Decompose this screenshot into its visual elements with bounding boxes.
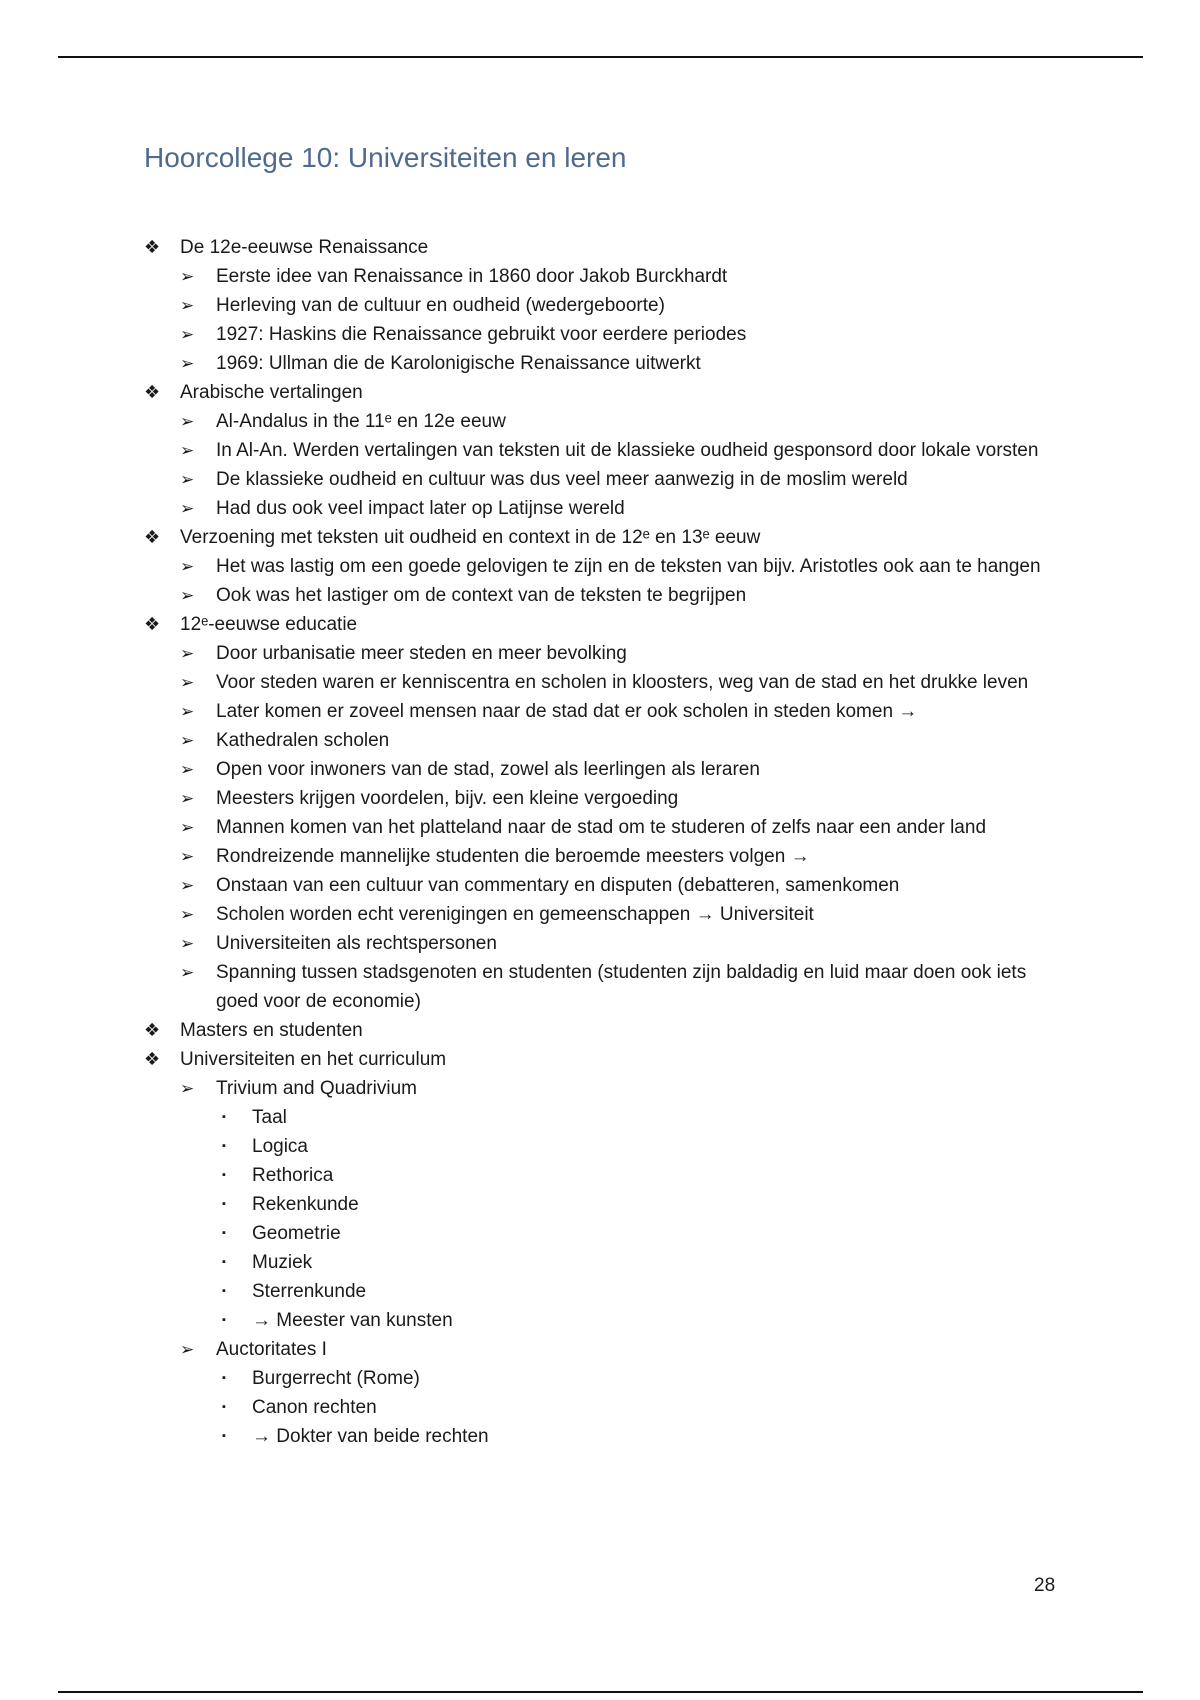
outline-item-text: Universiteiten en het curriculum — [180, 1049, 447, 1070]
outline-item-level-2 — [144, 900, 1064, 929]
outline-item-text: Arabische vertalingen — [180, 382, 363, 403]
arrowhead-bullet-icon: ➢ — [180, 760, 195, 779]
outline-item-level-2 — [144, 668, 1064, 697]
lecture-outline — [144, 233, 1064, 1451]
outline-item-level-2 — [144, 958, 1064, 1016]
outline-item-level-2 — [144, 842, 1064, 871]
outline-item-text: Masters en studenten — [180, 1020, 363, 1041]
arrowhead-bullet-icon: ➢ — [180, 412, 195, 431]
outline-item-level-3 — [144, 1277, 1064, 1306]
arrowhead-bullet-icon: ➢ — [180, 673, 195, 692]
outline-item-text: Meesters krijgen voordelen, bijv. een kleine vergoeding — [216, 788, 679, 809]
square-bullet-icon: ▪ — [222, 1227, 226, 1239]
outline-item-text: In Al-An. Werden vertalingen van teksten uit de klassieke oudheid gesponsord door lokale vorsten — [216, 440, 1039, 461]
outline-item-text: Kathedralen scholen — [216, 730, 390, 751]
outline-item-level-1 — [144, 1016, 1064, 1045]
outline-item-text: Voor steden waren er kenniscentra en scholen in kloosters, weg van de stad en het drukke leven — [216, 672, 1029, 693]
square-bullet-icon: ▪ — [222, 1285, 226, 1297]
outline-item-text: Rekenkunde — [252, 1194, 359, 1215]
outline-item-level-3 — [144, 1103, 1064, 1132]
outline-item-text: → Dokter van beide rechten — [252, 1426, 489, 1447]
arrowhead-bullet-icon: ➢ — [180, 354, 195, 373]
outline-item-text: Universiteiten als rechtspersonen — [216, 933, 497, 954]
arrowhead-bullet-icon: ➢ — [180, 586, 195, 605]
arrowhead-bullet-icon: ➢ — [180, 847, 195, 866]
outline-item-text: Rethorica — [252, 1165, 334, 1186]
outline-item-text: Had dus ook veel impact later op Latijnse wereld — [216, 498, 625, 519]
arrowhead-bullet-icon: ➢ — [180, 470, 195, 489]
arrowhead-bullet-icon: ➢ — [180, 296, 195, 315]
arrowhead-bullet-icon: ➢ — [180, 731, 195, 750]
outline-item-level-3 — [144, 1248, 1064, 1277]
arrowhead-bullet-icon: ➢ — [180, 441, 195, 460]
outline-item-level-2 — [144, 784, 1064, 813]
arrowhead-bullet-icon: ➢ — [180, 876, 195, 895]
outline-item-text: Verzoening met teksten uit oudheid en context in de 12ᵉ en 13ᵉ eeuw — [180, 527, 761, 548]
arrowhead-bullet-icon: ➢ — [180, 905, 195, 924]
arrowhead-bullet-icon: ➢ — [180, 818, 195, 837]
outline-item-level-2 — [144, 262, 1064, 291]
outline-item-text: Scholen worden echt verenigingen en gemeenschappen → Universiteit — [216, 904, 814, 925]
outline-item-text: Onstaan van een cultuur van commentary en disputen (debatteren, samenkomen — [216, 875, 900, 896]
outline-item-level-2 — [144, 1335, 1064, 1364]
outline-item-level-1 — [144, 233, 1064, 262]
outline-item-text: Burgerrecht (Rome) — [252, 1368, 420, 1389]
diamond-bullet-icon: ❖ — [144, 382, 161, 402]
arrowhead-bullet-icon: ➢ — [180, 325, 195, 344]
diamond-bullet-icon: ❖ — [144, 1020, 161, 1040]
outline-item-level-3 — [144, 1306, 1064, 1335]
outline-item-level-2 — [144, 929, 1064, 958]
square-bullet-icon: ▪ — [222, 1169, 226, 1181]
outline-item-text: Herleving van de cultuur en oudheid (wedergeboorte) — [216, 295, 665, 316]
outline-item-text: Later komen er zoveel mensen naar de stad dat er ook scholen in steden komen → — [216, 701, 918, 722]
outline-item-level-2 — [144, 1074, 1064, 1103]
outline-item-level-2 — [144, 871, 1064, 900]
outline-item-text: 12ᵉ-eeuwse educatie — [180, 614, 358, 635]
square-bullet-icon: ▪ — [222, 1372, 226, 1384]
outline-item-text: Mannen komen van het platteland naar de stad om te studeren of zelfs naar een ander land — [216, 817, 987, 838]
arrowhead-bullet-icon: ➢ — [180, 1340, 195, 1359]
outline-item-level-1 — [144, 378, 1064, 407]
outline-item-level-1 — [144, 1045, 1064, 1074]
outline-item-level-1 — [144, 610, 1064, 639]
outline-item-text: Door urbanisatie meer steden en meer bevolking — [216, 643, 627, 664]
outline-item-text: Ook was het lastiger om de context van de teksten te begrijpen — [216, 585, 747, 606]
outline-item-level-2 — [144, 581, 1064, 610]
diamond-bullet-icon: ❖ — [144, 237, 161, 257]
outline-item-level-2 — [144, 552, 1064, 581]
arrowhead-bullet-icon: ➢ — [180, 963, 195, 982]
diamond-bullet-icon: ❖ — [144, 614, 161, 634]
outline-item-level-2 — [144, 465, 1064, 494]
outline-item-level-3 — [144, 1132, 1064, 1161]
square-bullet-icon: ▪ — [222, 1430, 226, 1442]
arrowhead-bullet-icon: ➢ — [180, 644, 195, 663]
outline-item-level-3 — [144, 1190, 1064, 1219]
outline-item-level-2 — [144, 755, 1064, 784]
outline-item-level-2 — [144, 320, 1064, 349]
outline-item-text: Auctoritates I — [216, 1339, 327, 1360]
outline-item-text: De klassieke oudheid en cultuur was dus veel meer aanwezig in de moslim wereld — [216, 469, 908, 490]
square-bullet-icon: ▪ — [222, 1140, 226, 1152]
outline-item-text: Eerste idee van Renaissance in 1860 door Jakob Burckhardt — [216, 266, 728, 287]
outline-item-text: 1969: Ullman die de Karolonigische Renaissance uitwerkt — [216, 353, 701, 374]
square-bullet-icon: ▪ — [222, 1111, 226, 1123]
outline-item-text: Spanning tussen stadsgenoten en studenten (studenten zijn baldadig en luid maar doen ook iets goed voor de economie) — [216, 962, 1027, 1012]
outline-item-text: De 12e-eeuwse Renaissance — [180, 237, 429, 258]
outline-item-level-3 — [144, 1219, 1064, 1248]
outline-item-level-2 — [144, 494, 1064, 523]
outline-item-level-3 — [144, 1364, 1064, 1393]
outline-item-level-2 — [144, 726, 1064, 755]
square-bullet-icon: ▪ — [222, 1256, 226, 1268]
outline-item-level-3 — [144, 1161, 1064, 1190]
outline-item-text: 1927: Haskins die Renaissance gebruikt voor eerdere periodes — [216, 324, 747, 345]
arrowhead-bullet-icon: ➢ — [180, 499, 195, 518]
square-bullet-icon: ▪ — [222, 1401, 226, 1413]
outline-item-text: Al-Andalus in the 11ᵉ en 12e eeuw — [216, 411, 506, 432]
outline-item-level-2 — [144, 697, 1064, 726]
outline-item-text: Canon rechten — [252, 1397, 377, 1418]
outline-item-level-2 — [144, 291, 1064, 320]
header-rule — [58, 56, 1143, 58]
outline-item-text: Geometrie — [252, 1223, 341, 1244]
outline-item-text: Open voor inwoners van de stad, zowel als leerlingen als leraren — [216, 759, 760, 780]
arrowhead-bullet-icon: ➢ — [180, 267, 195, 286]
outline-item-text: → Meester van kunsten — [252, 1310, 453, 1331]
outline-item-level-2 — [144, 436, 1064, 465]
outline-item-level-2 — [144, 639, 1064, 668]
outline-item-text: Muziek — [252, 1252, 313, 1273]
outline-item-text: Taal — [252, 1107, 287, 1128]
arrowhead-bullet-icon: ➢ — [180, 557, 195, 576]
square-bullet-icon: ▪ — [222, 1314, 226, 1326]
outline-item-level-2 — [144, 407, 1064, 436]
arrowhead-bullet-icon: ➢ — [180, 789, 195, 808]
footer-rule — [58, 1691, 1143, 1693]
arrowhead-bullet-icon: ➢ — [180, 1079, 195, 1098]
diamond-bullet-icon: ❖ — [144, 1049, 161, 1069]
outline-item-text: Sterrenkunde — [252, 1281, 367, 1302]
arrowhead-bullet-icon: ➢ — [180, 934, 195, 953]
page-number: 28 — [1034, 1575, 1056, 1596]
diamond-bullet-icon: ❖ — [144, 527, 161, 547]
outline-item-text: Rondreizende mannelijke studenten die beroemde meesters volgen → — [216, 846, 810, 867]
outline-item-level-2 — [144, 813, 1064, 842]
outline-item-text: Logica — [252, 1136, 308, 1157]
outline-item-text: Het was lastig om een goede gelovigen te zijn en de teksten van bijv. Aristotles ook aan te hangen — [216, 556, 1041, 577]
page-title: Hoorcollege 10: Universiteiten en leren — [144, 142, 627, 173]
arrowhead-bullet-icon: ➢ — [180, 702, 195, 721]
outline-item-level-3 — [144, 1393, 1064, 1422]
outline-item-level-3 — [144, 1422, 1064, 1451]
outline-item-level-2 — [144, 349, 1064, 378]
square-bullet-icon: ▪ — [222, 1198, 226, 1210]
outline-item-text: Trivium and Quadrivium — [216, 1078, 417, 1099]
outline-item-level-1 — [144, 523, 1064, 552]
